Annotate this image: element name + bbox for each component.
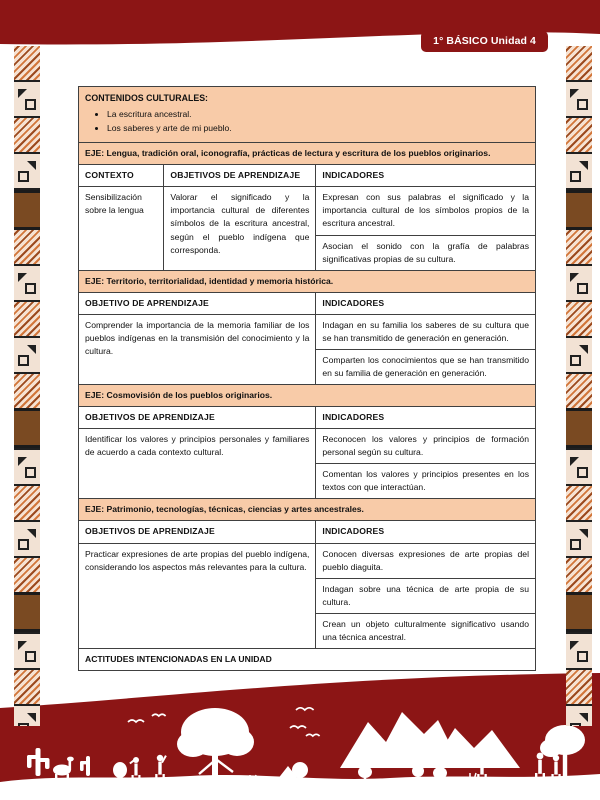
- eje-row: [79, 270, 536, 292]
- border-pattern-tile: [14, 592, 40, 632]
- border-pattern-tile: [566, 230, 592, 264]
- table-row: [79, 543, 536, 578]
- border-pattern-tile: [14, 632, 40, 670]
- border-pattern-tile: [14, 486, 40, 520]
- border-pattern-tile: [14, 520, 40, 558]
- border-pattern-tile: [566, 448, 592, 486]
- border-pattern-tile: [566, 408, 592, 448]
- border-pattern-tile: [566, 520, 592, 558]
- border-pattern-tile: [566, 80, 592, 118]
- eje-row: [79, 499, 536, 521]
- border-pattern-tile: [14, 302, 40, 336]
- eje-row: [79, 385, 536, 407]
- col-header-indicadores: INDICADORES: [316, 165, 536, 187]
- border-pattern-tile: [566, 558, 592, 592]
- border-pattern-tile: [566, 486, 592, 520]
- border-pattern-tile: [14, 46, 40, 80]
- border-pattern-tile: [14, 118, 40, 152]
- col-header-objetivo: OBJETIVO DE APRENDIZAJE: [79, 292, 316, 314]
- border-pattern-tile: [566, 118, 592, 152]
- border-pattern-tile: [14, 448, 40, 486]
- objetivo-cell: Comprender la importancia de la memoria familiar de los pueblos indígenas en la transmisión del conocimiento y la cultura.: [79, 314, 316, 384]
- objetivo-cell: Valorar el significado y la importancia cultural de diferentes símbolos de la escritura ancestral, según el pueblo indígena que corresponda.: [164, 187, 316, 270]
- border-pattern-tile: [566, 704, 592, 726]
- contexto-cell: Sensibilización sobre la lengua: [79, 187, 164, 270]
- indicador-cell: Reconocen los valores y principios de formación personal según su cultura.: [316, 429, 536, 464]
- border-pattern-tile: [566, 632, 592, 670]
- border-pattern-tile: [566, 374, 592, 408]
- border-pattern-tile: [14, 670, 40, 704]
- table-body: [79, 87, 536, 671]
- border-pattern-tile: [14, 80, 40, 118]
- table-row: [79, 187, 536, 235]
- eje-label: EJE: Lengua, tradición oral, iconografía, prácticas de lectura y escritura de los pueblos originarios.: [79, 143, 536, 165]
- indicador-cell: Asocian el sonido con la grafía de palabras significativas propias de su cultura.: [316, 235, 536, 270]
- border-pattern-tile: [566, 190, 592, 230]
- indicador-cell: Indagan sobre una técnica de arte propia de su cultura.: [316, 578, 536, 613]
- column-header-row: [79, 407, 536, 429]
- border-pattern-tile: [566, 302, 592, 336]
- eje-label: EJE: Cosmovisión de los pueblos originarios.: [79, 385, 536, 407]
- table-row: [79, 314, 536, 349]
- objetivo-cell: Practicar expresiones de arte propias del pueblo indígena, considerando los aspectos más relevantes para la cultura.: [79, 543, 316, 648]
- border-pattern-tile: [14, 374, 40, 408]
- col-header-indicadores: INDICADORES: [316, 292, 536, 314]
- column-header-row: [79, 292, 536, 314]
- cultural-contents-cell: [79, 87, 536, 143]
- unit-badge: 1° BÁSICO Unidad 4: [421, 31, 548, 52]
- indicador-cell: Expresan con sus palabras el significado y la importancia cultural de los símbolos propios de la escritura ancestral.: [316, 187, 536, 235]
- eje-label: EJE: Territorio, territorialidad, identidad y memoria histórica.: [79, 270, 536, 292]
- indicador-cell: Comparten los conocimientos que se han transmitido en su familia de generación en generación.: [316, 349, 536, 384]
- border-pattern-tile: [14, 264, 40, 302]
- col-header-contexto: CONTEXTO: [79, 165, 164, 187]
- cultural-contents-row: [79, 87, 536, 143]
- column-header-row: [79, 521, 536, 543]
- decorative-border-left: [14, 46, 40, 726]
- indicador-cell: Comentan los valores y principios presentes en los textos con que interactúan.: [316, 464, 536, 499]
- list-item: • Los saberes y arte de mi pueblo.: [107, 122, 529, 136]
- border-pattern-tile: [566, 46, 592, 80]
- indicador-cell: Crean un objeto culturalmente significativo usando una técnica ancestral.: [316, 613, 536, 648]
- border-pattern-tile: [14, 704, 40, 726]
- border-pattern-tile: [566, 336, 592, 374]
- col-header-objetivos: OBJETIVOS DE APRENDIZAJE: [164, 165, 316, 187]
- attitudes-label: ACTITUDES INTENCIONADAS EN LA UNIDAD: [79, 648, 536, 670]
- cultural-contents-title: CONTENIDOS CULTURALES:: [85, 93, 208, 103]
- objetivo-cell: Identificar los valores y principios personales y familiares de acuerdo a cada contexto cultural.: [79, 429, 316, 499]
- col-header-objetivos: OBJETIVOS DE APRENDIZAJE: [79, 407, 316, 429]
- footer-landscape-art: [0, 670, 600, 800]
- cultural-contents-list: [85, 108, 529, 136]
- col-header-objetivos: OBJETIVOS DE APRENDIZAJE: [79, 521, 316, 543]
- border-pattern-tile: [14, 152, 40, 190]
- border-pattern-tile: [566, 264, 592, 302]
- eje-label: EJE: Patrimonio, tecnologías, técnicas, ciencias y artes ancestrales.: [79, 499, 536, 521]
- decorative-border-right: [566, 46, 592, 726]
- indicador-cell: Conocen diversas expresiones de arte propias del pueblo diaguita.: [316, 543, 536, 578]
- border-pattern-tile: [14, 190, 40, 230]
- border-pattern-tile: [14, 408, 40, 448]
- attitudes-row: [79, 648, 536, 670]
- planning-table: [78, 86, 536, 671]
- table-row: [79, 429, 536, 464]
- border-pattern-tile: [566, 152, 592, 190]
- border-pattern-tile: [566, 670, 592, 704]
- border-pattern-tile: [566, 592, 592, 632]
- col-header-indicadores: INDICADORES: [316, 407, 536, 429]
- eje-row: [79, 143, 536, 165]
- list-item: • La escritura ancestral.: [107, 108, 529, 122]
- border-pattern-tile: [14, 230, 40, 264]
- column-header-row: [79, 165, 536, 187]
- border-pattern-tile: [14, 336, 40, 374]
- border-pattern-tile: [14, 558, 40, 592]
- indicador-cell: Indagan en su familia los saberes de su cultura que se han transmitido de generación en generación.: [316, 314, 536, 349]
- col-header-indicadores: INDICADORES: [316, 521, 536, 543]
